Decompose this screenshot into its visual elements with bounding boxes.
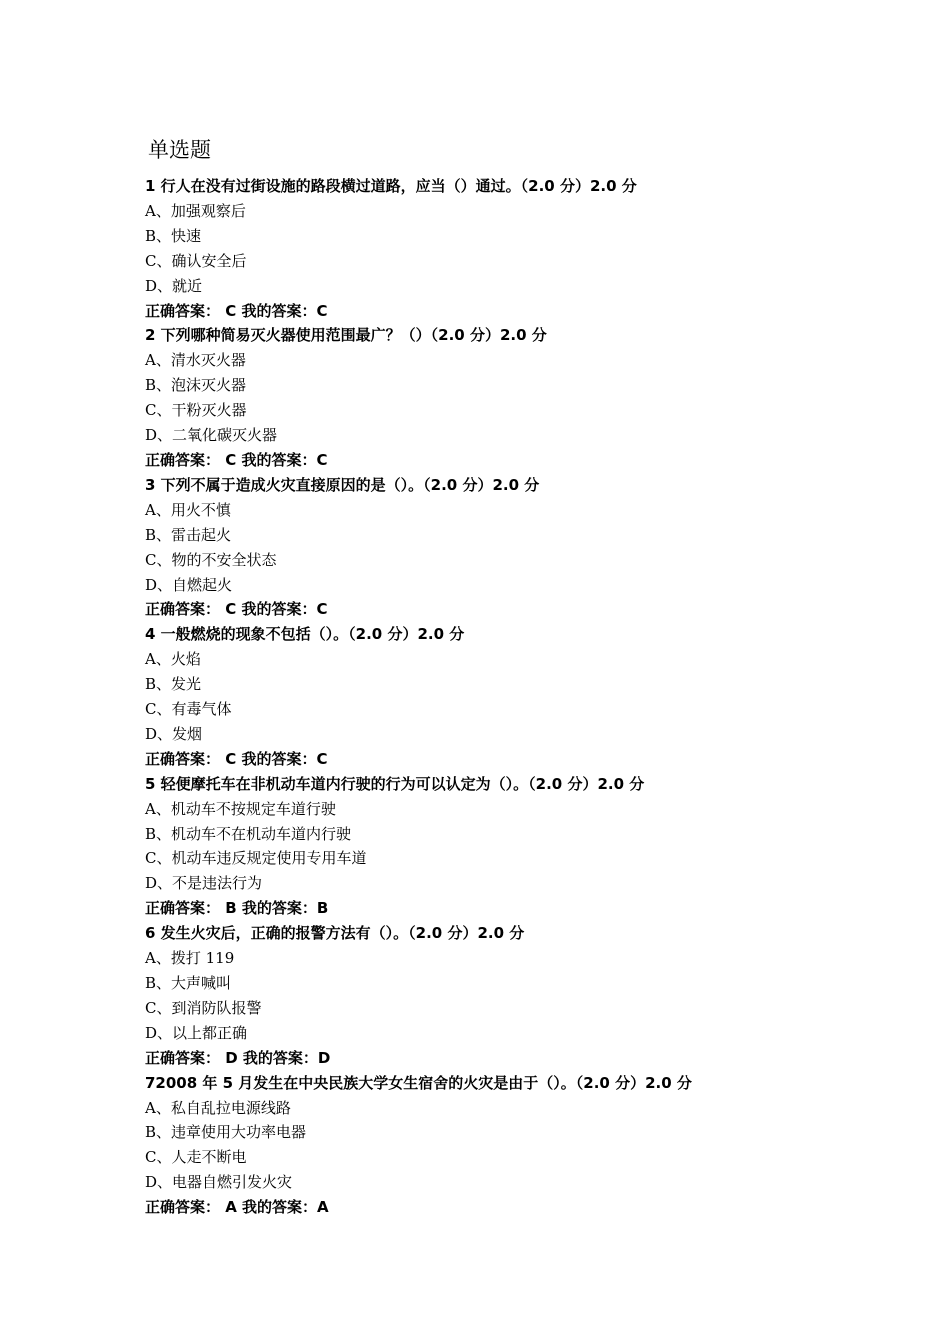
option-c: C、干粉灭火器 [145, 401, 247, 420]
option-b: B、雷击起火 [145, 525, 232, 544]
question-text: 4 一般燃烧的现象不包括（）。（2.0 分）2.0 分 [145, 625, 465, 644]
question-block [145, 323, 905, 472]
option-a: A、机动车不按规定车道行驶 [145, 799, 336, 818]
question-text: 6 发生火灾后，正确的报警方法有（）。（2.0 分）2.0 分 [145, 924, 525, 943]
option-d: D、电器自燃引发火灾 [145, 1173, 293, 1192]
question-text: 1 行人在没有过街设施的路段横过道路，应当（）通过。（2.0 分）2.0 分 [145, 177, 637, 195]
question-text: 5 轻便摩托车在非机动车道内行驶的行为可以认定为（）。（2.0 分）2.0 分 [145, 774, 645, 793]
question-block [145, 622, 905, 771]
answer-line: 正确答案： C 我的答案：C [145, 450, 328, 469]
option-d: D、以上都正确 [145, 1023, 248, 1042]
question-text: 3 下列不属于造成火灾直接原因的是（）。（2.0 分）2.0 分 [145, 475, 540, 494]
option-b: B、发光 [145, 675, 202, 694]
option-b: B、泡沫灭火器 [145, 376, 247, 395]
option-c: C、物的不安全状态 [145, 550, 277, 569]
option-a: A、火焰 [145, 650, 201, 669]
option-a: A、加强观察后 [145, 201, 246, 220]
option-c: C、到消防队报警 [145, 998, 262, 1017]
question-block [145, 772, 905, 921]
question-list [145, 174, 905, 1220]
option-d: D、就近 [145, 276, 203, 295]
answer-line: 正确答案： C 我的答案：C [145, 301, 328, 320]
option-b: B、快速 [145, 226, 202, 245]
option-d: D、二氧化碳灭火器 [145, 426, 278, 445]
answer-line: 正确答案： C 我的答案：C [145, 600, 328, 619]
question-block [145, 1071, 905, 1220]
question-block [145, 921, 905, 1070]
answer-line: 正确答案： D 我的答案：D [145, 1048, 331, 1067]
answer-line: 正确答案： A 我的答案：A [145, 1198, 329, 1217]
answer-line: 正确答案： B 我的答案：B [145, 899, 329, 918]
option-b: B、违章使用大功率电器 [145, 1123, 307, 1142]
question-block [145, 174, 905, 323]
question-block [145, 473, 905, 622]
answer-line: 正确答案： C 我的答案：C [145, 749, 328, 768]
option-d: D、自燃起火 [145, 575, 233, 594]
option-d: D、发烟 [145, 724, 203, 743]
option-b: B、机动车不在机动车道内行驶 [145, 824, 352, 843]
option-b: B、大声喊叫 [145, 974, 232, 992]
option-a: A、清水灭火器 [145, 351, 246, 370]
option-c: C、确认安全后 [145, 251, 247, 270]
option-c: C、人走不断电 [145, 1148, 247, 1167]
option-a: A、私自乱拉电源线路 [145, 1098, 291, 1117]
option-c: C、机动车违反规定使用专用车道 [145, 849, 367, 868]
option-a: A、用火不慎 [145, 500, 231, 519]
option-d: D、不是违法行为 [145, 874, 263, 893]
option-c: C、有毒气体 [145, 700, 232, 719]
question-text: 2 下列哪种简易灭火器使用范围最广？（）（2.0 分）2.0 分 [145, 326, 547, 345]
section-title: 单选题 [148, 138, 211, 162]
question-text: 72008 年 5 月发生在中央民族大学女生宿舍的火灾是由于（）。（2.0 分）2.0 分 [145, 1073, 692, 1092]
option-a: A、拨打 119 [145, 949, 235, 968]
